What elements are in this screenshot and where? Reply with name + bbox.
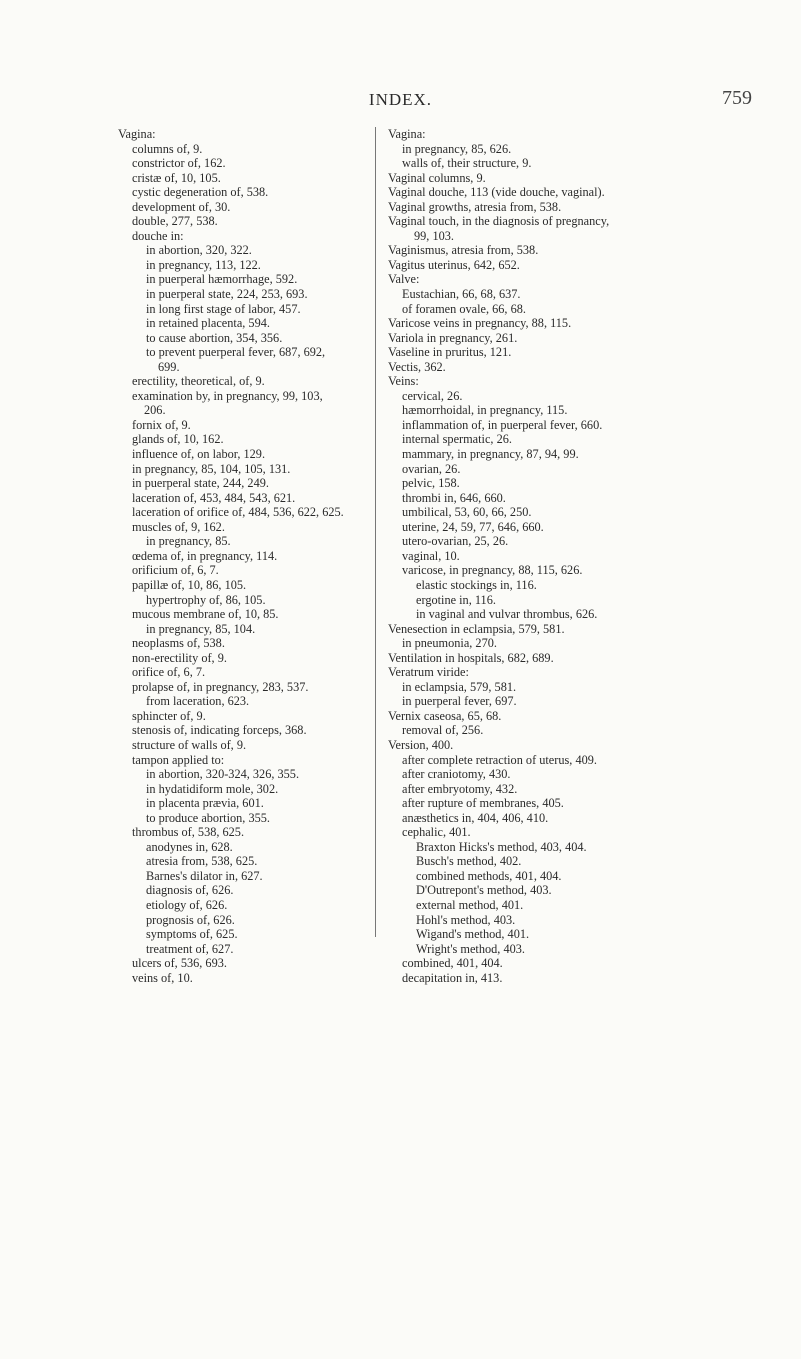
index-entry: Venesection in eclampsia, 579, 581. bbox=[388, 621, 565, 636]
index-entry: combined, 401, 404. bbox=[402, 956, 503, 971]
index-entry: cristæ of, 10, 105. bbox=[132, 170, 221, 185]
index-entry: laceration of orifice of, 484, 536, 622, 625. bbox=[132, 505, 344, 520]
index-entry: non-erectility of, 9. bbox=[132, 650, 227, 665]
index-column-left bbox=[118, 127, 386, 985]
index-entry: Wright's method, 403. bbox=[416, 941, 525, 956]
index-entry: prolapse of, in pregnancy, 283, 537. bbox=[132, 679, 309, 694]
index-entry: Hohl's method, 403. bbox=[416, 912, 516, 927]
index-entry: walls of, their structure, 9. bbox=[402, 156, 532, 171]
index-entry: veins of, 10. bbox=[132, 970, 193, 985]
index-entry: in pregnancy, 85, 104, 105, 131. bbox=[132, 461, 291, 476]
index-entry: muscles of, 9, 162. bbox=[132, 519, 225, 534]
index-entry: in abortion, 320, 322. bbox=[146, 243, 252, 258]
index-entry: in puerperal state, 224, 253, 693. bbox=[146, 287, 308, 302]
index-entry: etiology of, 626. bbox=[146, 897, 228, 912]
index-entry: of foramen ovale, 66, 68. bbox=[402, 301, 526, 316]
index-entry: cervical, 26. bbox=[402, 388, 463, 403]
index-entry: removal of, 256. bbox=[402, 723, 484, 738]
index-entry: Vaginismus, atresia from, 538. bbox=[388, 243, 539, 258]
index-entry: treatment of, 627. bbox=[146, 941, 234, 956]
index-entry: in pregnancy, 113, 122. bbox=[146, 257, 261, 272]
index-entry: constrictor of, 162. bbox=[132, 156, 226, 171]
index-entry: tampon applied to: bbox=[132, 752, 225, 767]
index-entry: vaginal, 10. bbox=[402, 548, 460, 563]
index-entry: cephalic, 401. bbox=[402, 825, 471, 840]
index-entry: Valve: bbox=[388, 272, 420, 287]
index-entry: prognosis of, 626. bbox=[146, 912, 235, 927]
index-entry: umbilical, 53, 60, 66, 250. bbox=[402, 505, 532, 520]
column-divider bbox=[375, 127, 376, 937]
index-entry: thrombus of, 538, 625. bbox=[132, 825, 245, 840]
index-entry: Vernix caseosa, 65, 68. bbox=[388, 708, 502, 723]
index-entry: varicose, in pregnancy, 88, 115, 626. bbox=[402, 563, 583, 578]
index-entry: in puerperal hæmorrhage, 592. bbox=[146, 272, 298, 287]
index-entry: to cause abortion, 354, 356. bbox=[146, 330, 283, 345]
index-entry: Vaginal douche, 113 (vide douche, vaginal). bbox=[388, 185, 605, 200]
index-entry: D'Outrepont's method, 403. bbox=[416, 883, 552, 898]
index-entry: orificium of, 6, 7. bbox=[132, 563, 219, 578]
index-entry: anodynes in, 628. bbox=[146, 839, 233, 854]
index-entry: to prevent puerperal fever, 687, 692, bbox=[146, 345, 326, 360]
index-entry: internal spermatic, 26. bbox=[402, 432, 512, 447]
index-entry: Variola in pregnancy, 261. bbox=[388, 330, 518, 345]
index-entry: laceration of, 453, 484, 543, 621. bbox=[132, 490, 296, 505]
index-entry: papillæ of, 10, 86, 105. bbox=[132, 577, 247, 592]
index-entry: in puerperal state, 244, 249. bbox=[132, 476, 269, 491]
index-entry: to produce abortion, 355. bbox=[146, 810, 270, 825]
index-entry: sphincter of, 9. bbox=[132, 708, 206, 723]
index-entry: after embryotomy, 432. bbox=[402, 781, 518, 796]
index-entry: œdema of, in pregnancy, 114. bbox=[132, 548, 278, 563]
index-entry: after craniotomy, 430. bbox=[402, 767, 511, 782]
index-entry: Wigand's method, 401. bbox=[416, 927, 530, 942]
index-entry: diagnosis of, 626. bbox=[146, 883, 234, 898]
index-entry: 99, 103. bbox=[414, 228, 454, 243]
index-entry: in long first stage of labor, 457. bbox=[146, 301, 301, 316]
index-entry: symptoms of, 625. bbox=[146, 927, 238, 942]
index-entry: in pregnancy, 85, 626. bbox=[402, 141, 512, 156]
index-entry: after rupture of membranes, 405. bbox=[402, 796, 564, 811]
index-entry: Vagina: bbox=[118, 127, 156, 141]
index-entry: decapitation in, 413. bbox=[402, 970, 503, 985]
index-entry: ovarian, 26. bbox=[402, 461, 461, 476]
index-entry: inflammation of, in puerperal fever, 660. bbox=[402, 417, 603, 432]
index-entry: thrombi in, 646, 660. bbox=[402, 490, 506, 505]
index-entry: Vagina: bbox=[388, 127, 426, 141]
index-entry: after complete retraction of uterus, 409. bbox=[402, 752, 597, 767]
index-entry: Vaginal growths, atresia from, 538. bbox=[388, 199, 562, 214]
index-entry: mucous membrane of, 10, 85. bbox=[132, 607, 279, 622]
index-entry: fornix of, 9. bbox=[132, 417, 191, 432]
page-number: 759 bbox=[722, 87, 752, 109]
index-entry: from laceration, 623. bbox=[146, 694, 250, 709]
index-entry: in pneumonia, 270. bbox=[402, 636, 497, 651]
index-entry: in placenta prævia, 601. bbox=[146, 796, 264, 811]
index-entry: orifice of, 6, 7. bbox=[132, 665, 206, 680]
index-entry: external method, 401. bbox=[416, 897, 524, 912]
page-header-title: INDEX. bbox=[368, 90, 433, 109]
index-column-right bbox=[388, 127, 780, 985]
index-entry: Veratrum viride: bbox=[388, 665, 469, 680]
index-entry: in pregnancy, 85. bbox=[146, 534, 231, 549]
index-entry: glands of, 10, 162. bbox=[132, 432, 224, 447]
index-entry: pelvic, 158. bbox=[402, 476, 460, 491]
index-entry: hæmorrhoidal, in pregnancy, 115. bbox=[402, 403, 568, 418]
index-entry: 206. bbox=[144, 403, 166, 418]
index-entry: Braxton Hicks's method, 403, 404. bbox=[416, 839, 587, 854]
index-entry: Vaseline in pruritus, 121. bbox=[388, 345, 512, 360]
index-entry: Vagitus uterinus, 642, 652. bbox=[388, 257, 520, 272]
index-entry: in vaginal and vulvar thrombus, 626. bbox=[416, 607, 598, 622]
index-entry: combined methods, 401, 404. bbox=[416, 868, 562, 883]
index-entry: development of, 30. bbox=[132, 199, 231, 214]
index-entry: douche in: bbox=[132, 228, 184, 243]
index-entry: Version, 400. bbox=[388, 737, 454, 752]
index-entry: anæsthetics in, 404, 406, 410. bbox=[402, 810, 549, 825]
index-entry: double, 277, 538. bbox=[132, 214, 218, 229]
index-entry: in pregnancy, 85, 104. bbox=[146, 621, 256, 636]
index-entry: structure of walls of, 9. bbox=[132, 737, 247, 752]
index-entry: Eustachian, 66, 68, 637. bbox=[402, 287, 521, 302]
index-entry: Veins: bbox=[388, 374, 419, 389]
index-entry: in retained placenta, 594. bbox=[146, 316, 270, 331]
index-entry: in eclampsia, 579, 581. bbox=[402, 679, 517, 694]
index-entry: stenosis of, indicating forceps, 368. bbox=[132, 723, 307, 738]
index-entry: Vaginal touch, in the diagnosis of pregnancy, bbox=[388, 214, 610, 229]
index-entry: erectility, theoretical, of, 9. bbox=[132, 374, 265, 389]
index-entry: atresia from, 538, 625. bbox=[146, 854, 258, 869]
index-entry: Ventilation in hospitals, 682, 689. bbox=[388, 650, 554, 665]
index-entry: influence of, on labor, 129. bbox=[132, 447, 266, 462]
index-entry: ulcers of, 536, 693. bbox=[132, 956, 227, 971]
index-entry: Vectis, 362. bbox=[388, 359, 446, 374]
index-entry: in abortion, 320-324, 326, 355. bbox=[146, 767, 300, 782]
index-entry: in puerperal fever, 697. bbox=[402, 694, 517, 709]
index-entry: mammary, in pregnancy, 87, 94, 99. bbox=[402, 447, 579, 462]
index-entry: in hydatidiform mole, 302. bbox=[146, 781, 279, 796]
index-entry: Barnes's dilator in, 627. bbox=[146, 868, 263, 883]
index-entry: uterine, 24, 59, 77, 646, 660. bbox=[402, 519, 544, 534]
index-entry: elastic stockings in, 116. bbox=[416, 577, 537, 592]
index-entry: utero-ovarian, 25, 26. bbox=[402, 534, 509, 549]
index-entry: cystic degeneration of, 538. bbox=[132, 185, 269, 200]
index-entry: hypertrophy of, 86, 105. bbox=[146, 592, 266, 607]
index-entry: 699. bbox=[158, 359, 180, 374]
index-entry: examination by, in pregnancy, 99, 103, bbox=[132, 388, 323, 403]
index-entry: neoplasms of, 538. bbox=[132, 636, 225, 651]
index-entry: ergotine in, 116. bbox=[416, 592, 496, 607]
index-entry: Vaginal columns, 9. bbox=[388, 170, 486, 185]
index-entry: columns of, 9. bbox=[132, 141, 203, 156]
index-entry: Busch's method, 402. bbox=[416, 854, 522, 869]
index-entry: Varicose veins in pregnancy, 88, 115. bbox=[388, 316, 572, 331]
